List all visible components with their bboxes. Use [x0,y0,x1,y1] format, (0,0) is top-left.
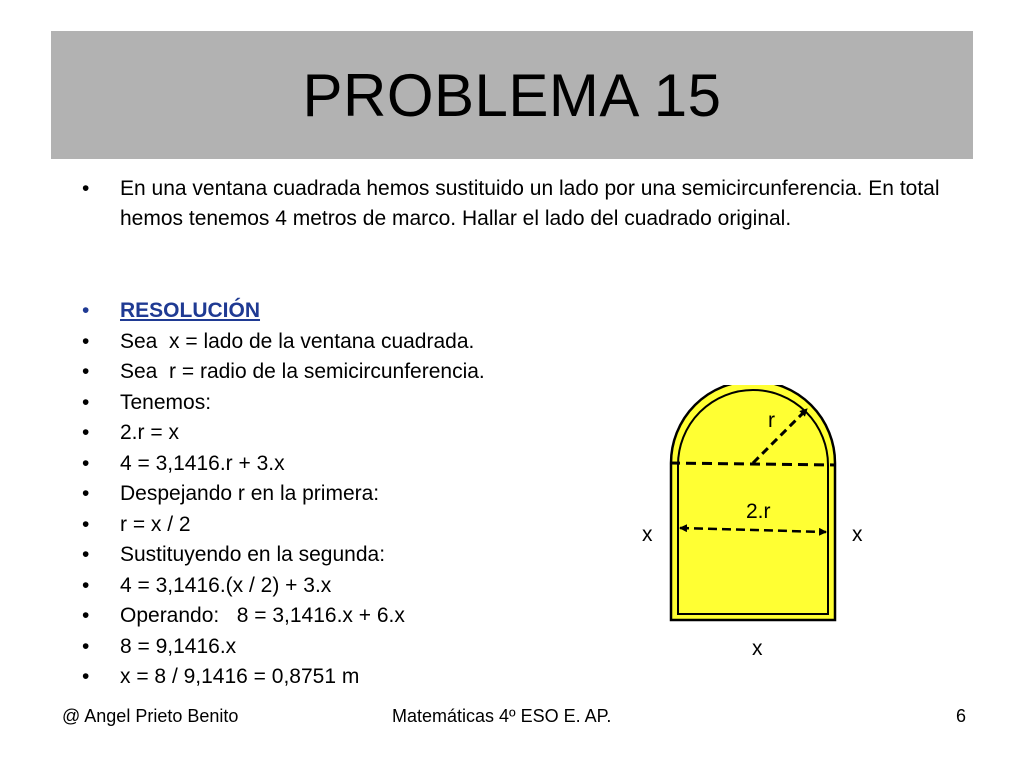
footer-course: Matemáticas 4º ESO E. AP. [392,706,612,726]
list-item [80,540,640,571]
right-side-label: x [852,523,863,546]
list-item [80,388,640,419]
list-item [80,601,640,632]
list-item [80,418,640,449]
page-number: 6 [955,706,966,726]
step-text: Despejando r en la primera: [120,482,380,505]
bottom-label: x [752,637,763,660]
bullet: • [82,451,90,475]
diameter-label: 2.r [746,500,771,523]
bullet: • [82,665,90,688]
footer [0,706,1024,736]
resolution-heading-item [80,296,640,327]
step-text: Tenemos: [120,390,212,414]
step-text: 4 = 3,1416.r + 3.x [120,451,285,475]
bullet: • [82,421,90,444]
step-text: Sea x = lado de la ventana cuadrada. [120,329,475,353]
step-text: x = 8 / 9,1416 = 0,8751 m [120,665,360,688]
problem-text: En una ventana cuadrada hemos sustituido un lado por una semicircunferencia. En total hemos tenemos 4 metros de marco. Hallar el lado del cuadrado original. [120,177,940,230]
problem-statement [80,174,960,234]
title-bar [51,31,973,159]
resolution-heading: RESOLUCIÓN [120,299,261,322]
slide-title: PROBLEMA 15 [302,61,722,129]
step-text: 8 = 9,1416.x [120,634,237,658]
step-text: 4 = 3,1416.(x / 2) + 3.x [120,573,332,597]
list-item [80,632,640,663]
bullet: • [82,634,90,658]
list-item [80,662,640,693]
list-item [80,479,640,510]
bullet: • [82,512,90,536]
bullet: • [82,543,90,566]
resolution-list [80,296,640,693]
footer-author: @ Angel Prieto Benito [62,706,239,726]
bullet: • [82,177,90,200]
radius-label: r [768,409,775,432]
bullet: • [82,360,90,383]
step-text: Sea r = radio de la semicircunferencia. [120,360,485,383]
window-diagram [630,385,890,665]
list-item [80,571,640,602]
step-text: 2.r = x [120,421,179,444]
step-text: Operando: 8 = 3,1416.x + 6.x [120,604,405,627]
bullet: • [82,299,90,322]
list-item [80,357,640,388]
bullet: • [82,390,90,414]
step-text: r = x / 2 [120,512,191,536]
list-item [80,449,640,480]
bullet: • [82,573,90,597]
bullet: • [82,482,90,505]
list-item [80,510,640,541]
list-item [80,327,640,358]
left-side-label: x [642,523,653,546]
bullet: • [82,604,90,627]
bullet: • [82,329,90,353]
step-text: Sustituyendo en la segunda: [120,543,386,566]
